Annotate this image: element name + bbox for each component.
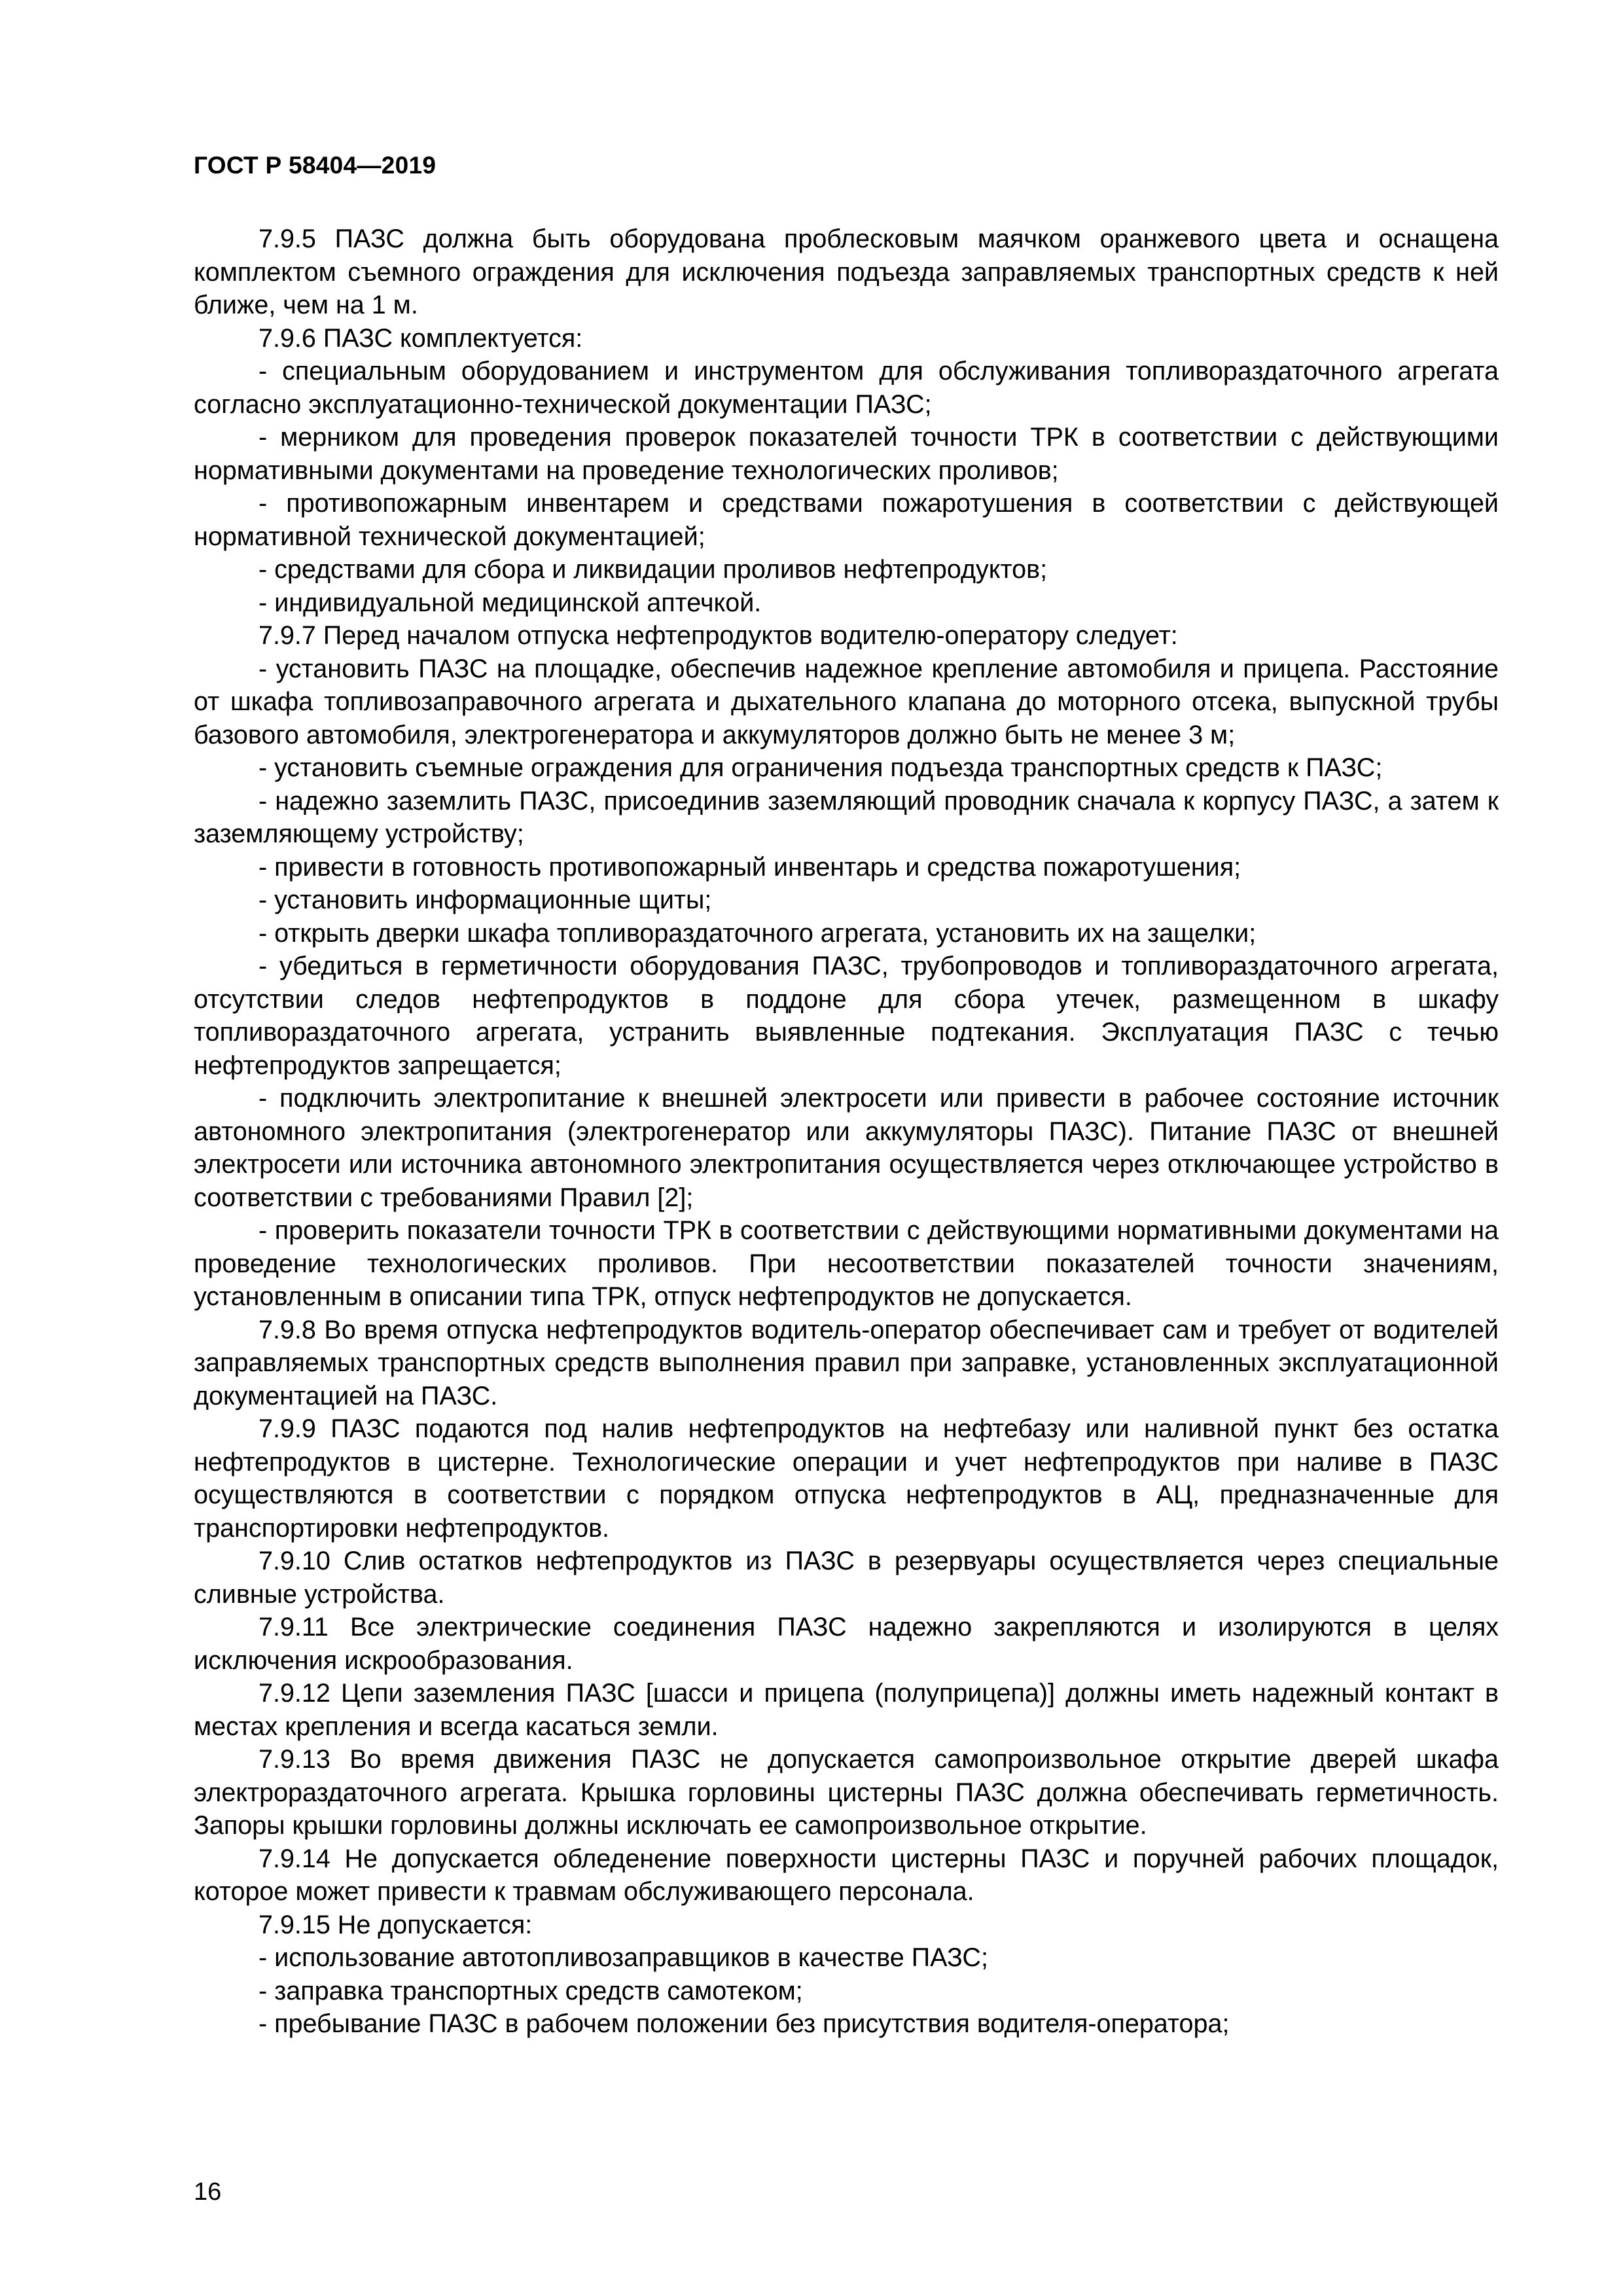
document-body xyxy=(194,223,1499,2041)
clause-paragraph: 7.9.5 ПАЗС должна быть оборудована проблесковым маячком оранжевого цвета и оснащена комплектом съемного ограждения для исключения подъезда заправляемых транспортных средств к ней ближе, чем на 1 м. xyxy=(194,224,1499,319)
list-item: - надежно заземлить ПАЗС, присоединив заземляющий проводник сначала к корпусу ПАЗС, а затем к заземляющему устройству; xyxy=(194,786,1499,848)
list-item: - заправка транспортных средств самотеком; xyxy=(259,1976,803,2005)
list-item: - подключить электропитание к внешней электросети или привести в рабочее состояние источник автономного электропитания (электрогенератор или аккумуляторы ПАЗС). Питание ПАЗС от внешней электросети или источника автономного электропитания осуществляется через отключающее устройство в соответствии с требованиями Правил [2]; xyxy=(194,1084,1499,1212)
list-item: - мерником для проведения проверок показателей точности ТРК в соответствии с действующими нормативными документами на проведение технологических проливов; xyxy=(194,423,1499,485)
clause-paragraph: 7.9.15 Не допускается: xyxy=(259,1910,533,1939)
clause-paragraph: 7.9.12 Цепи заземления ПАЗС [шасси и прицепа (полуприцепа)] должны иметь надежный контакт в местах крепления и всегда касаться земли. xyxy=(194,1679,1499,1741)
list-item: - пребывание ПАЗС в рабочем положении без присутствия водителя-оператора; xyxy=(259,2009,1230,2038)
list-item: - установить информационные щиты; xyxy=(259,886,712,914)
clause-paragraph: 7.9.14 Не допускается обледенение поверхности цистерны ПАЗС и поручней рабочих площадок, которое может привести к травмам обслуживающего персонала. xyxy=(194,1844,1499,1906)
list-item: - специальным оборудованием и инструментом для обслуживания топливораздаточного агрегата согласно эксплуатационно-технической документации ПАЗС; xyxy=(194,357,1499,419)
list-item: - открыть дверки шкафа топливораздаточного агрегата, установить их на защелки; xyxy=(259,918,1257,948)
clause-paragraph: 7.9.8 Во время отпуска нефтепродуктов водитель-оператор обеспечивает сам и требует от водителей заправляемых транспортных средств выполнения правил при заправке, установленных эксплуатационной документацией на ПАЗС. xyxy=(194,1315,1499,1410)
list-item: - привести в готовность противопожарный инвентарь и средства пожаротушения; xyxy=(259,852,1241,882)
clause-paragraph: 7.9.13 Во время движения ПАЗС не допускается самопроизвольное открытие дверей шкафа электрораздаточного агрегата. Крышка горловины цистерны ПАЗС должна обеспечивать герметичность. Запоры крышки горловины должны исключать ее самопроизвольное открытие. xyxy=(194,1745,1499,1840)
list-item: - установить ПАЗС на площадке, обеспечив надежное крепление автомобиля и прицепа. Расстояние от шкафа топливозаправочного агрегата и дыхательного клапана до моторного отсека, выпускной трубы базового автомобиля, электрогенератора и аккумуляторов должно быть не менее 3 м; xyxy=(194,654,1499,749)
list-item: - проверить показатели точности ТРК в соответствии с действующими нормативными документами на проведение технологических проливов. При несоответствии показателей точности значениям, установленным в описании типа ТРК, отпуск нефтепродуктов не допускается. xyxy=(194,1216,1499,1311)
document-code-header: ГОСТ Р 58404—2019 xyxy=(194,152,437,179)
list-item: - индивидуальной медицинской аптечкой. xyxy=(259,588,762,617)
clause-paragraph: 7.9.9 ПАЗС подаются под налив нефтепродуктов на нефтебазу или наливной пункт без остатка нефтепродуктов в цистерне. Технологические операции и учет нефтепродуктов при наливе в ПАЗС осуществляются в соответствии с порядком отпуска нефтепродуктов в АЦ, предназначенные для транспортировки нефтепродуктов. xyxy=(194,1414,1499,1543)
clause-paragraph: 7.9.6 ПАЗС комплектуется: xyxy=(259,323,583,353)
list-item: - использование автотопливозаправщиков в качестве ПАЗС; xyxy=(259,1943,988,1972)
list-item: - установить съемные ограждения для ограничения подъезда транспортных средств к ПАЗС; xyxy=(259,753,1383,782)
list-item: - убедиться в герметичности оборудования ПАЗС, трубопроводов и топливораздаточного агрегата, отсутствии следов нефтепродуктов в поддоне для сбора утечек, размещенном в шкафу топливораздаточного агрегата, устранить выявленные подтекания. Эксплуатация ПАЗС с течью нефтепродуктов запрещается; xyxy=(194,952,1499,1080)
clause-paragraph: 7.9.11 Все электрические соединения ПАЗС надежно закрепляются и изолируются в целях исключения искрообразования. xyxy=(194,1613,1499,1675)
page-number: 16 xyxy=(194,2178,222,2206)
clause-paragraph: 7.9.10 Слив остатков нефтепродуктов из ПАЗС в резервуары осуществляется через специальные сливные устройства. xyxy=(194,1547,1499,1609)
list-item: - средствами для сбора и ликвидации проливов нефтепродуктов; xyxy=(259,555,1048,584)
list-item: - противопожарным инвентарем и средствами пожаротушения в соответствии с действующей нормативной технической документацией; xyxy=(194,489,1499,551)
clause-paragraph: 7.9.7 Перед началом отпуска нефтепродуктов водителю-оператору следует: xyxy=(259,621,1178,650)
